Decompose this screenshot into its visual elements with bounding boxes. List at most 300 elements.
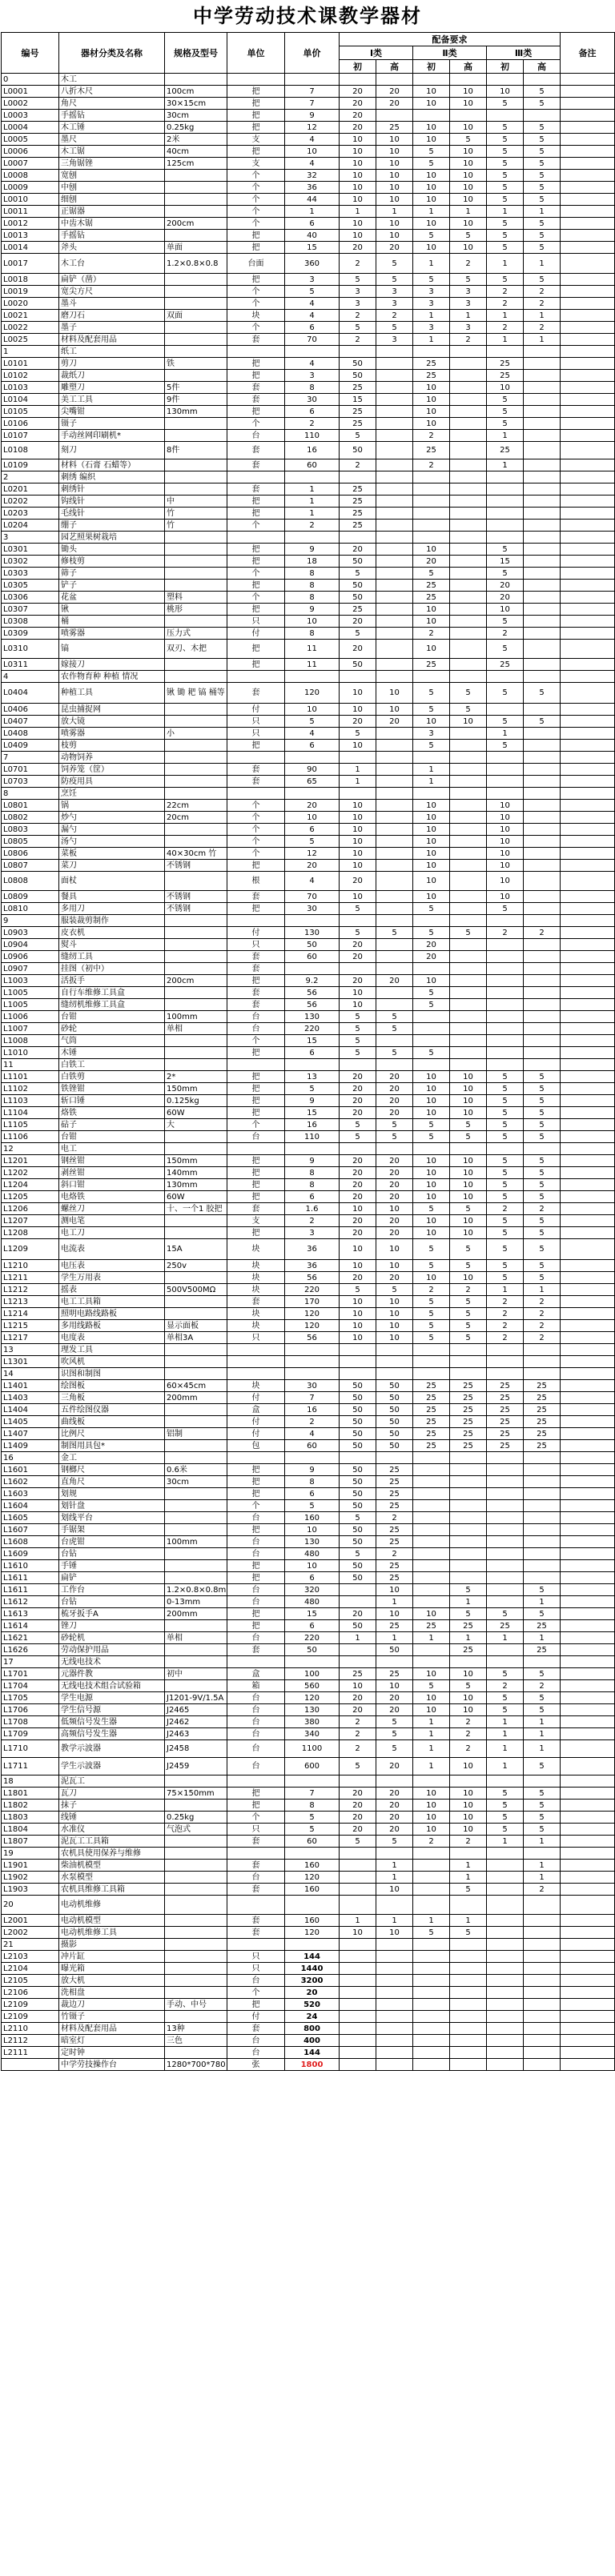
table-row bbox=[2, 556, 615, 568]
cell-cat1-low: 25 bbox=[340, 382, 376, 394]
cell-cat1-low bbox=[340, 1860, 376, 1872]
cell-price: 4 bbox=[285, 728, 340, 740]
cell-cat2-low: 5 bbox=[413, 999, 450, 1011]
cell-unit: 台 bbox=[227, 2047, 285, 2059]
cell-spec bbox=[165, 788, 227, 800]
cell-spec bbox=[165, 616, 227, 628]
cell-cat2-low: 10 bbox=[413, 604, 450, 616]
cell-cat1-low: 2 bbox=[340, 254, 376, 274]
cell-price: 8 bbox=[285, 592, 340, 604]
table-row bbox=[2, 1131, 615, 1143]
table-row bbox=[2, 1284, 615, 1296]
cell-price: 3200 bbox=[285, 1975, 340, 1987]
cell-cat2-high bbox=[450, 592, 487, 604]
table-row bbox=[2, 370, 615, 382]
table-row bbox=[2, 1620, 615, 1632]
cell-code: L1802 bbox=[2, 1800, 59, 1812]
cell-spec: 140mm bbox=[165, 1167, 227, 1179]
cell-cat2-low bbox=[413, 1939, 450, 1951]
cell-spec bbox=[165, 544, 227, 556]
cell-unit: 把 bbox=[227, 146, 285, 158]
cell-cat2-high: 10 bbox=[450, 1167, 487, 1179]
cell-note bbox=[561, 418, 615, 430]
cell-name: 无线电技术 bbox=[59, 1656, 165, 1668]
cell-cat3-high bbox=[524, 1927, 561, 1939]
cell-spec: 30cm bbox=[165, 110, 227, 122]
cell-cat1-low: 50 bbox=[340, 442, 376, 459]
cell-cat3-high bbox=[524, 556, 561, 568]
cell-note bbox=[561, 628, 615, 640]
cell-name: 金工 bbox=[59, 1452, 165, 1464]
cell-note bbox=[561, 1824, 615, 1836]
cell-unit: 个 bbox=[227, 800, 285, 812]
cell-cat2-high bbox=[450, 951, 487, 963]
cell-spec bbox=[165, 1344, 227, 1356]
cell-code: L2112 bbox=[2, 2035, 59, 2047]
table-row bbox=[2, 218, 615, 230]
cell-cat2-low: 10 bbox=[413, 1272, 450, 1284]
cell-note bbox=[561, 776, 615, 788]
cell-cat3-high bbox=[524, 1488, 561, 1500]
cell-name: 木工锤 bbox=[59, 122, 165, 134]
cell-spec bbox=[165, 1884, 227, 1896]
cell-cat3-high bbox=[524, 1356, 561, 1368]
cell-unit: 台 bbox=[227, 1740, 285, 1758]
cell-spec: 30×15cm bbox=[165, 98, 227, 110]
cell-cat2-low bbox=[413, 2023, 450, 2035]
cell-cat2-low bbox=[413, 346, 450, 358]
table-row bbox=[2, 1668, 615, 1680]
cell-price: 1100 bbox=[285, 1740, 340, 1758]
table-row bbox=[2, 1758, 615, 1776]
cell-cat1-low bbox=[340, 1356, 376, 1368]
cell-unit: 把 bbox=[227, 544, 285, 556]
cell-cat3-low bbox=[487, 1572, 524, 1584]
cell-unit bbox=[227, 1059, 285, 1071]
cell-price: 60 bbox=[285, 951, 340, 963]
cell-cat2-high bbox=[450, 568, 487, 580]
cell-spec: J2462 bbox=[165, 1716, 227, 1728]
cell-cat1-low: 10 bbox=[340, 146, 376, 158]
cell-code: L1405 bbox=[2, 1416, 59, 1428]
cell-cat3-low bbox=[487, 2047, 524, 2059]
cell-unit bbox=[227, 1356, 285, 1368]
cell-unit: 支 bbox=[227, 134, 285, 146]
cell-unit: 台 bbox=[227, 1758, 285, 1776]
cell-spec: 小 bbox=[165, 728, 227, 740]
cell-name: 汤勺 bbox=[59, 836, 165, 848]
cell-cat2-high bbox=[450, 848, 487, 860]
cell-note bbox=[561, 824, 615, 836]
cell-unit: 盒 bbox=[227, 1668, 285, 1680]
cell-code: L1901 bbox=[2, 1860, 59, 1872]
cell-cat2-low: 5 bbox=[413, 158, 450, 170]
cell-cat2-low: 1 bbox=[413, 1716, 450, 1728]
cell-price: 60 bbox=[285, 1836, 340, 1848]
cell-name: 制图用具包* bbox=[59, 1440, 165, 1452]
table-row bbox=[2, 1308, 615, 1320]
cell-cat1-low: 20 bbox=[340, 1179, 376, 1191]
cell-code: L1604 bbox=[2, 1500, 59, 1512]
cell-cat2-low: 10 bbox=[413, 975, 450, 987]
cell-name: 台钻 bbox=[59, 1548, 165, 1560]
cell-cat2-low: 10 bbox=[413, 1071, 450, 1083]
cell-note bbox=[561, 1416, 615, 1428]
cell-code: L0904 bbox=[2, 939, 59, 951]
cell-cat2-low: 10 bbox=[413, 1167, 450, 1179]
cell-cat2-low: 1 bbox=[413, 254, 450, 274]
cell-price: 50 bbox=[285, 939, 340, 951]
cell-name: 电工工具箱 bbox=[59, 1296, 165, 1308]
cell-cat1-high: 25 bbox=[376, 1668, 413, 1680]
cell-cat3-low bbox=[487, 1488, 524, 1500]
cell-cat1-high bbox=[376, 346, 413, 358]
cell-cat1-high: 10 bbox=[376, 170, 413, 182]
cell-cat2-low: 3 bbox=[413, 322, 450, 334]
cell-cat1-high: 5 bbox=[376, 254, 413, 274]
cell-cat1-high bbox=[376, 459, 413, 471]
cell-cat2-low bbox=[413, 1452, 450, 1464]
cell-cat2-high bbox=[450, 800, 487, 812]
cell-name: 多用线路板 bbox=[59, 1320, 165, 1332]
cell-spec bbox=[165, 471, 227, 484]
cell-cat1-low: 10 bbox=[340, 194, 376, 206]
cell-cat1-low: 10 bbox=[340, 800, 376, 812]
cell-cat1-low bbox=[340, 2035, 376, 2047]
cell-name: 嫁接刀 bbox=[59, 659, 165, 671]
cell-price: 170 bbox=[285, 1296, 340, 1308]
cell-note bbox=[561, 520, 615, 532]
cell-cat3-low bbox=[487, 1524, 524, 1536]
cell-code: L0802 bbox=[2, 812, 59, 824]
cell-cat3-high bbox=[524, 484, 561, 496]
cell-cat3-low: 5 bbox=[487, 218, 524, 230]
cell-cat1-high: 10 bbox=[376, 1584, 413, 1596]
cell-spec: J1201-9V/1.5A bbox=[165, 1692, 227, 1704]
cell-cat2-high bbox=[450, 824, 487, 836]
header-cat3: Ⅲ类 bbox=[487, 46, 561, 60]
cell-spec: 30cm bbox=[165, 1476, 227, 1488]
cell-cat1-low bbox=[340, 1452, 376, 1464]
cell-spec: 22cm bbox=[165, 800, 227, 812]
cell-cat3-low: 25 bbox=[487, 1428, 524, 1440]
cell-cat1-high: 20 bbox=[376, 1095, 413, 1107]
cell-price: 4 bbox=[285, 872, 340, 891]
cell-spec bbox=[165, 1656, 227, 1668]
cell-price bbox=[285, 1656, 340, 1668]
cell-spec: 250v bbox=[165, 1260, 227, 1272]
cell-unit: 块 bbox=[227, 1260, 285, 1272]
cell-note bbox=[561, 604, 615, 616]
cell-name: 学生电源 bbox=[59, 1692, 165, 1704]
cell-cat2-low bbox=[413, 1975, 450, 1987]
cell-cat2-low: 5 bbox=[413, 1131, 450, 1143]
cell-price: 6 bbox=[285, 1191, 340, 1203]
cell-cat2-low bbox=[413, 1011, 450, 1023]
cell-cat1-low: 20 bbox=[340, 242, 376, 254]
cell-name: 菜刀 bbox=[59, 860, 165, 872]
cell-note bbox=[561, 1951, 615, 1963]
cell-price: 2 bbox=[285, 520, 340, 532]
cell-code: L1101 bbox=[2, 1071, 59, 1083]
cell-name: 曝光箱 bbox=[59, 1963, 165, 1975]
cell-cat3-low: 1 bbox=[487, 430, 524, 442]
cell-cat2-low: 5 bbox=[413, 1308, 450, 1320]
cell-cat3-low: 10 bbox=[487, 800, 524, 812]
cell-cat1-high bbox=[376, 752, 413, 764]
cell-cat1-high: 3 bbox=[376, 298, 413, 310]
cell-cat3-high: 1 bbox=[524, 1632, 561, 1644]
table-row bbox=[2, 322, 615, 334]
cell-price: 4 bbox=[285, 158, 340, 170]
cell-code: L1621 bbox=[2, 1632, 59, 1644]
cell-note bbox=[561, 1215, 615, 1227]
cell-cat3-low: 2 bbox=[487, 927, 524, 939]
cell-cat2-low: 5 bbox=[413, 1320, 450, 1332]
cell-cat3-low: 1 bbox=[487, 1728, 524, 1740]
cell-cat2-high: 5 bbox=[450, 1119, 487, 1131]
cell-cat2-high: 10 bbox=[450, 716, 487, 728]
cell-cat1-high: 10 bbox=[376, 1927, 413, 1939]
cell-cat2-low bbox=[413, 110, 450, 122]
cell-cat2-high: 25 bbox=[450, 1644, 487, 1656]
cell-cat1-low: 2 bbox=[340, 1728, 376, 1740]
cell-cat1-low: 20 bbox=[340, 98, 376, 110]
cell-cat2-low: 10 bbox=[413, 1083, 450, 1095]
cell-cat3-low: 5 bbox=[487, 1788, 524, 1800]
cell-name: 剥丝钳 bbox=[59, 1167, 165, 1179]
cell-cat1-high: 10 bbox=[376, 1260, 413, 1272]
cell-cat3-high: 5 bbox=[524, 170, 561, 182]
cell-unit: 把 bbox=[227, 1191, 285, 1203]
cell-cat2-low: 25 bbox=[413, 1416, 450, 1428]
cell-price: 12 bbox=[285, 122, 340, 134]
cell-unit: 套 bbox=[227, 334, 285, 346]
cell-spec: 0.25kg bbox=[165, 1812, 227, 1824]
cell-cat2-low: 25 bbox=[413, 580, 450, 592]
cell-cat1-high bbox=[376, 382, 413, 394]
cell-cat3-high bbox=[524, 2023, 561, 2035]
cell-note bbox=[561, 1596, 615, 1608]
cell-spec: 压力式 bbox=[165, 628, 227, 640]
cell-cat2-high bbox=[450, 1011, 487, 1023]
cell-cat1-high bbox=[376, 963, 413, 975]
cell-cat2-low: 2 bbox=[413, 1836, 450, 1848]
cell-unit: 把 bbox=[227, 230, 285, 242]
cell-note bbox=[561, 1239, 615, 1260]
cell-cat3-high: 1 bbox=[524, 206, 561, 218]
cell-cat3-high bbox=[524, 604, 561, 616]
cell-cat2-high bbox=[450, 1896, 487, 1915]
cell-cat3-high bbox=[524, 704, 561, 716]
cell-cat3-low: 5 bbox=[487, 1692, 524, 1704]
cell-name: 昆虫捕捉网 bbox=[59, 704, 165, 716]
cell-cat2-high: 10 bbox=[450, 1179, 487, 1191]
cell-price: 400 bbox=[285, 2035, 340, 2047]
cell-code: L1005 bbox=[2, 999, 59, 1011]
cell-cat3-low: 5 bbox=[487, 242, 524, 254]
cell-cat3-high bbox=[524, 1939, 561, 1951]
cell-cat3-low bbox=[487, 2023, 524, 2035]
cell-cat2-high bbox=[450, 671, 487, 683]
cell-cat3-low bbox=[487, 1023, 524, 1035]
cell-cat1-low: 20 bbox=[340, 1155, 376, 1167]
cell-cat1-high: 10 bbox=[376, 194, 413, 206]
cell-unit: 套 bbox=[227, 951, 285, 963]
cell-price: 520 bbox=[285, 1999, 340, 2011]
header-config: 配备要求 bbox=[340, 33, 561, 46]
cell-cat3-high bbox=[524, 2035, 561, 2047]
cell-cat1-low: 2 bbox=[340, 334, 376, 346]
table-row bbox=[2, 659, 615, 671]
cell-unit: 付 bbox=[227, 1428, 285, 1440]
cell-note bbox=[561, 1119, 615, 1131]
cell-unit: 付 bbox=[227, 704, 285, 716]
cell-unit: 付 bbox=[227, 1392, 285, 1404]
cell-name: 瓦刀 bbox=[59, 1788, 165, 1800]
cell-spec bbox=[165, 430, 227, 442]
cell-name: 铲子 bbox=[59, 580, 165, 592]
cell-cat1-high: 5 bbox=[376, 1011, 413, 1023]
table-row bbox=[2, 520, 615, 532]
cell-cat1-low: 5 bbox=[340, 628, 376, 640]
cell-name: 锉刀 bbox=[59, 1620, 165, 1632]
cell-note bbox=[561, 568, 615, 580]
cell-code: L0105 bbox=[2, 406, 59, 418]
cell-cat3-high bbox=[524, 1848, 561, 1860]
cell-cat3-low: 5 bbox=[487, 1227, 524, 1239]
cell-code: 14 bbox=[2, 1368, 59, 1380]
cell-name: 放大机 bbox=[59, 1975, 165, 1987]
cell-name: 锄头 bbox=[59, 544, 165, 556]
cell-name: 直角尺 bbox=[59, 1476, 165, 1488]
cell-cat1-high bbox=[376, 430, 413, 442]
cell-price bbox=[285, 1776, 340, 1788]
cell-spec: 十、一个1 胶把 bbox=[165, 1203, 227, 1215]
cell-unit: 个 bbox=[227, 568, 285, 580]
cell-unit: 台 bbox=[227, 1692, 285, 1704]
cell-cat1-high: 10 bbox=[376, 182, 413, 194]
cell-cat1-high bbox=[376, 659, 413, 671]
cell-name: 宽尖方尺 bbox=[59, 286, 165, 298]
table-row bbox=[2, 1584, 615, 1596]
cell-spec bbox=[165, 418, 227, 430]
cell-spec: 2米 bbox=[165, 134, 227, 146]
table-row bbox=[2, 122, 615, 134]
cell-note bbox=[561, 1836, 615, 1848]
cell-cat2-high bbox=[450, 788, 487, 800]
cell-cat2-low bbox=[413, 1951, 450, 1963]
cell-note bbox=[561, 1860, 615, 1872]
cell-cat3-low: 5 bbox=[487, 568, 524, 580]
cell-cat1-low: 10 bbox=[340, 824, 376, 836]
cell-note bbox=[561, 716, 615, 728]
cell-name: 漏勺 bbox=[59, 824, 165, 836]
cell-unit: 把 bbox=[227, 1476, 285, 1488]
cell-name: 测电笔 bbox=[59, 1215, 165, 1227]
cell-cat2-high: 10 bbox=[450, 1155, 487, 1167]
cell-note bbox=[561, 812, 615, 824]
cell-note bbox=[561, 2047, 615, 2059]
cell-unit: 块 bbox=[227, 1272, 285, 1284]
cell-spec bbox=[165, 580, 227, 592]
cell-cat2-high: 25 bbox=[450, 1428, 487, 1440]
table-row bbox=[2, 987, 615, 999]
cell-cat3-low bbox=[487, 1035, 524, 1047]
cell-note bbox=[561, 382, 615, 394]
cell-cat1-low: 20 bbox=[340, 1095, 376, 1107]
cell-cat1-low: 1 bbox=[340, 764, 376, 776]
cell-unit: 把 bbox=[227, 640, 285, 659]
header-code: 编号 bbox=[2, 33, 59, 74]
cell-code: L0021 bbox=[2, 310, 59, 322]
cell-cat3-high bbox=[524, 2059, 561, 2071]
cell-spec bbox=[165, 987, 227, 999]
cell-code: L1204 bbox=[2, 1179, 59, 1191]
cell-price: 10 bbox=[285, 616, 340, 628]
cell-name: 无线电技术组合试验箱 bbox=[59, 1680, 165, 1692]
cell-unit: 只 bbox=[227, 939, 285, 951]
cell-code: L1213 bbox=[2, 1296, 59, 1308]
cell-cat1-low: 5 bbox=[340, 1119, 376, 1131]
cell-price: 130 bbox=[285, 927, 340, 939]
cell-cat2-high bbox=[450, 556, 487, 568]
cell-unit: 把 bbox=[227, 406, 285, 418]
cell-cat2-high bbox=[450, 1344, 487, 1356]
cell-code: L1803 bbox=[2, 1812, 59, 1824]
cell-spec bbox=[165, 951, 227, 963]
cell-cat3-high: 5 bbox=[524, 1704, 561, 1716]
cell-code: L1206 bbox=[2, 1203, 59, 1215]
cell-cat3-high: 25 bbox=[524, 1380, 561, 1392]
cell-code: L0102 bbox=[2, 370, 59, 382]
cell-name: 扁铲（凿） bbox=[59, 274, 165, 286]
cell-cat3-low bbox=[487, 1884, 524, 1896]
table-row bbox=[2, 484, 615, 496]
cell-cat3-low bbox=[487, 951, 524, 963]
cell-unit: 块 bbox=[227, 1308, 285, 1320]
cell-cat1-high: 5 bbox=[376, 274, 413, 286]
cell-spec bbox=[165, 704, 227, 716]
cell-cat1-high: 50 bbox=[376, 1416, 413, 1428]
cell-price: 8 bbox=[285, 580, 340, 592]
cell-cat1-low: 20 bbox=[340, 110, 376, 122]
table-row bbox=[2, 242, 615, 254]
cell-unit bbox=[227, 346, 285, 358]
cell-name: 放大镜 bbox=[59, 716, 165, 728]
cell-name: 电动机模型 bbox=[59, 1915, 165, 1927]
cell-cat3-high bbox=[524, 1560, 561, 1572]
cell-cat3-low bbox=[487, 1512, 524, 1524]
cell-cat2-high bbox=[450, 1464, 487, 1476]
cell-spec bbox=[165, 1872, 227, 1884]
cell-note bbox=[561, 254, 615, 274]
cell-name: 中刨 bbox=[59, 182, 165, 194]
cell-code: L0204 bbox=[2, 520, 59, 532]
cell-cat3-low: 2 bbox=[487, 1308, 524, 1320]
cell-price: 144 bbox=[285, 1951, 340, 1963]
cell-spec bbox=[165, 1440, 227, 1452]
cell-note bbox=[561, 1548, 615, 1560]
cell-cat1-high bbox=[376, 891, 413, 903]
cell-note bbox=[561, 310, 615, 322]
cell-note bbox=[561, 1668, 615, 1680]
cell-cat3-low bbox=[487, 1536, 524, 1548]
cell-name: 墨斗 bbox=[59, 298, 165, 310]
cell-unit: 套 bbox=[227, 1915, 285, 1927]
cell-cat3-low: 5 bbox=[487, 1812, 524, 1824]
cell-code: L1614 bbox=[2, 1620, 59, 1632]
